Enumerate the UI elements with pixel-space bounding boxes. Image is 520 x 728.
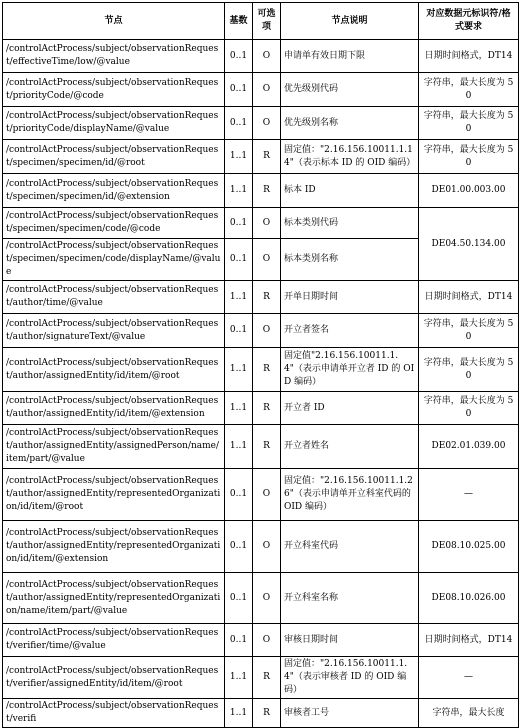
- optional-cell: O: [253, 40, 281, 73]
- description-cell: 标本类别代码: [281, 208, 419, 239]
- node-cell: /controlActProcess/subject/observationRequest/verifier/time/@value: [3, 624, 225, 657]
- node-cell: /controlActProcess/subject/observationRequest/priorityCode/@code: [3, 73, 225, 107]
- cardinality-cell: 0..1: [225, 208, 253, 239]
- cardinality-cell: 0..1: [225, 107, 253, 140]
- node-cell: /controlActProcess/subject/observationRequest/author/assignedEntity/representedOrganization/name/item/part/@value: [3, 573, 225, 624]
- optional-cell: R: [253, 392, 281, 425]
- optional-cell: O: [253, 314, 281, 348]
- cardinality-cell: 0..1: [225, 73, 253, 107]
- requirement-cell: DE08.10.026.00: [419, 573, 519, 624]
- description-cell: 固定值："2.16.156.10011.1.4"（表示审核者 ID 的 OID 编码）: [281, 657, 419, 699]
- requirement-cell: 字符串，最大长度为 50: [419, 348, 519, 392]
- requirement-cell: 日期时间格式，DT14: [419, 40, 519, 73]
- node-cell: /controlActProcess/subject/observationRequest/author/assignedEntity/id/item/@root: [3, 348, 225, 392]
- optional-cell: O: [253, 573, 281, 624]
- cardinality-cell: 1..1: [225, 699, 253, 728]
- node-cell: /controlActProcess/subject/observationRequest/author/assignedEntity/assignedPerson/name/item/part/@value: [3, 425, 225, 469]
- cardinality-cell: 1..1: [225, 281, 253, 314]
- description-cell: 开立者 ID: [281, 392, 419, 425]
- header-cardinality: 基数: [225, 3, 253, 40]
- requirement-cell: DE02.01.039.00: [419, 425, 519, 469]
- cardinality-cell: 0..1: [225, 624, 253, 657]
- node-cell: /controlActProcess/subject/observationRequest/priorityCode/displayName/@value: [3, 107, 225, 140]
- table-row: [3, 314, 519, 348]
- requirement-cell: 日期时间格式，DT14: [419, 624, 519, 657]
- table-row: [3, 699, 519, 728]
- node-cell: /controlActProcess/subject/observationRequest/author/assignedEntity/representedOrganization/id/item/@root: [3, 469, 225, 521]
- description-cell: 审核日期时间: [281, 624, 419, 657]
- table-row: [3, 573, 519, 624]
- node-cell: /controlActProcess/subject/observationRequest/author/signatureText/@value: [3, 314, 225, 348]
- optional-cell: O: [253, 521, 281, 573]
- description-cell: 固定值："2.16.156.10011.1.14"（表示标本 ID 的 OID 编码）: [281, 140, 419, 174]
- header-row: [3, 3, 519, 40]
- optional-cell: O: [253, 208, 281, 239]
- node-cell: /controlActProcess/subject/observationRequest/specimen/specimen/id/@root: [3, 140, 225, 174]
- table-row: [3, 469, 519, 521]
- cardinality-cell: 1..1: [225, 174, 253, 208]
- optional-cell: R: [253, 281, 281, 314]
- description-cell: 标本 ID: [281, 174, 419, 208]
- description-cell: 申请单有效日期下限: [281, 40, 419, 73]
- optional-cell: R: [253, 348, 281, 392]
- requirement-cell: 字符串，最大长度为 50: [419, 73, 519, 107]
- node-cell: /controlActProcess/subject/observationRequest/verifier/assignedEntity/id/item/@root: [3, 657, 225, 699]
- description-cell: 开立者姓名: [281, 425, 419, 469]
- optional-cell: R: [253, 140, 281, 174]
- table-row: [3, 40, 519, 73]
- requirement-cell: DE01.00.003.00: [419, 174, 519, 208]
- optional-cell: O: [253, 624, 281, 657]
- node-cell: /controlActProcess/subject/observationRequest/specimen/specimen/code/displayName/@value: [3, 239, 225, 281]
- description-cell: 优先级别代码: [281, 73, 419, 107]
- cardinality-cell: 0..1: [225, 40, 253, 73]
- description-cell: 开立科室代码: [281, 521, 419, 573]
- node-cell: /controlActProcess/subject/observationRequest/author/assignedEntity/representedOrganization/id/item/@extension: [3, 521, 225, 573]
- node-cell: /controlActProcess/subject/observationRequest/specimen/specimen/id/@extension: [3, 174, 225, 208]
- optional-cell: R: [253, 657, 281, 699]
- description-cell: 固定值："2.16.156.10011.1.26"（表示申请单开立科室代码的 OID 编码）: [281, 469, 419, 521]
- table-row: [3, 73, 519, 107]
- requirement-cell: 字符串，最大长度为 50: [419, 107, 519, 140]
- description-cell: 开立者签名: [281, 314, 419, 348]
- table-row: [3, 140, 519, 174]
- requirement-cell: 字符串，最大长度: [419, 699, 519, 728]
- table-row: [3, 657, 519, 699]
- requirement-cell: 字符串，最大长度为 50: [419, 140, 519, 174]
- header-requirement: 对应数据元标识符/格式要求: [419, 3, 519, 40]
- cardinality-cell: 0..1: [225, 521, 253, 573]
- node-cell: /controlActProcess/subject/observationRequest/effectiveTime/low/@value: [3, 40, 225, 73]
- cardinality-cell: 1..1: [225, 425, 253, 469]
- header-node: 节点: [3, 3, 225, 40]
- requirement-cell: —: [419, 469, 519, 521]
- cardinality-cell: 0..1: [225, 239, 253, 281]
- description-cell: 开立科室名称: [281, 573, 419, 624]
- table-row: [3, 208, 519, 239]
- table-row: [3, 521, 519, 573]
- requirement-cell: —: [419, 657, 519, 699]
- optional-cell: O: [253, 73, 281, 107]
- table-row: [3, 624, 519, 657]
- optional-cell: O: [253, 107, 281, 140]
- cardinality-cell: 1..1: [225, 392, 253, 425]
- optional-cell: R: [253, 425, 281, 469]
- spec-table: [2, 2, 519, 728]
- cardinality-cell: 0..1: [225, 469, 253, 521]
- description-cell: 固定值"2.16.156.10011.1.4"（表示申请单开立者 ID 的 OID 编码）: [281, 348, 419, 392]
- table-row: [3, 174, 519, 208]
- optional-cell: O: [253, 239, 281, 281]
- cardinality-cell: 1..1: [225, 657, 253, 699]
- requirement-cell: 字符串，最大长度为 50: [419, 392, 519, 425]
- node-cell: /controlActProcess/subject/observationRequest/author/time/@value: [3, 281, 225, 314]
- table-row: [3, 281, 519, 314]
- cardinality-cell: 1..1: [225, 348, 253, 392]
- cardinality-cell: 1..1: [225, 140, 253, 174]
- header-description: 节点说明: [281, 3, 419, 40]
- optional-cell: R: [253, 174, 281, 208]
- requirement-cell: 字符串，最大长度为 50: [419, 314, 519, 348]
- requirement-cell: DE08.10.025.00: [419, 521, 519, 573]
- cardinality-cell: 0..1: [225, 314, 253, 348]
- node-cell: /controlActProcess/subject/observationRequest/specimen/specimen/code/@code: [3, 208, 225, 239]
- requirement-cell: DE04.50.134.00: [419, 208, 519, 281]
- table-row: [3, 348, 519, 392]
- cardinality-cell: 0..1: [225, 573, 253, 624]
- table-row: [3, 107, 519, 140]
- table-row: [3, 392, 519, 425]
- optional-cell: R: [253, 699, 281, 728]
- node-cell: /controlActProcess/subject/observationRequest/verifi: [3, 699, 225, 728]
- node-cell: /controlActProcess/subject/observationRequest/author/assignedEntity/id/item/@extension: [3, 392, 225, 425]
- table-row: [3, 425, 519, 469]
- header-optional: 可选项: [253, 3, 281, 40]
- description-cell: 优先级别名称: [281, 107, 419, 140]
- optional-cell: O: [253, 469, 281, 521]
- description-cell: 开单日期时间: [281, 281, 419, 314]
- description-cell: 标本类别名称: [281, 239, 419, 281]
- requirement-cell: 日期时间格式，DT14: [419, 281, 519, 314]
- description-cell: 审核者工号: [281, 699, 419, 728]
